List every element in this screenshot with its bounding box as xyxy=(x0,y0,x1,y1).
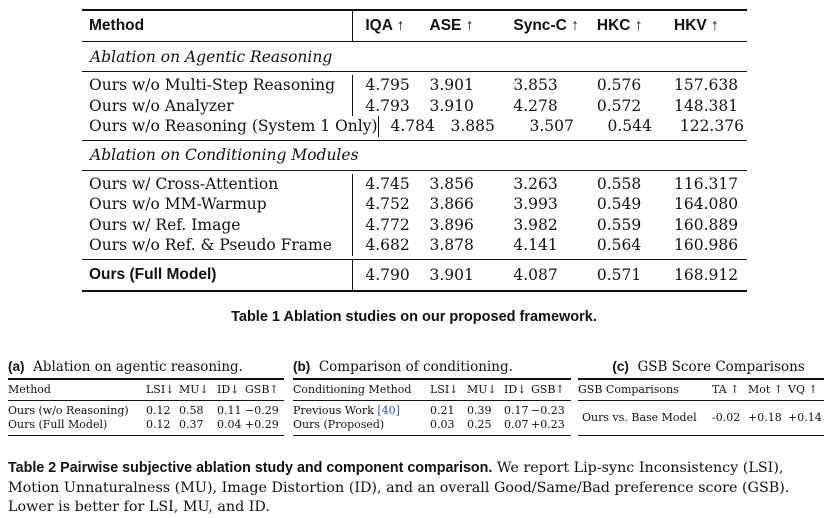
method-name: Ours w/ Ref. Image xyxy=(82,215,353,236)
hkv-value: 160.889 xyxy=(674,215,739,234)
vq-value: +0.14 xyxy=(788,411,822,424)
table-row xyxy=(293,404,571,418)
subtable-title-text: GSB Score Comparisons xyxy=(637,359,805,375)
subtable-title xyxy=(578,359,824,378)
header-mu: MU↓ xyxy=(467,383,497,396)
header-gsb: GSB↑ xyxy=(531,383,565,396)
id-value: 0.04 xyxy=(217,418,242,431)
table1-caption: Table 1 Ablation studies on our proposed framework. xyxy=(231,309,597,325)
hkc-value: 0.544 xyxy=(607,117,652,136)
table-row xyxy=(82,75,747,96)
hkc-value: 0.571 xyxy=(596,265,642,284)
table-row xyxy=(8,404,284,418)
subtable-label: (a) xyxy=(8,359,25,374)
table-row xyxy=(8,418,284,432)
comparison-name: Ours vs. Base Model xyxy=(582,411,697,424)
hkc-value: 0.572 xyxy=(596,96,642,115)
subtable-title xyxy=(293,359,571,378)
header-hkv: HKV ↑ xyxy=(674,17,719,34)
method-name: Ours w/o Ref. & Pseudo Frame xyxy=(82,235,353,256)
subtable-b xyxy=(293,359,571,436)
subtable-title-text: Ablation on agentic reasoning. xyxy=(33,359,243,375)
iqa-value: 4.795 xyxy=(365,76,410,95)
sync-c-value: 3.982 xyxy=(513,215,558,234)
mot-value: +0.18 xyxy=(748,411,782,424)
header-iqa: IQA ↑ xyxy=(365,17,405,34)
iqa-value: 4.745 xyxy=(365,174,410,193)
ase-value: 3.878 xyxy=(429,236,474,255)
sync-c-value: 3.263 xyxy=(513,174,558,193)
hkv-value: 148.381 xyxy=(674,96,739,115)
table-header-row xyxy=(578,380,824,400)
ase-value: 3.866 xyxy=(429,195,474,214)
hkv-value: 168.912 xyxy=(674,265,739,284)
table-row xyxy=(82,174,747,195)
ase-value: 3.901 xyxy=(429,265,474,284)
subtable-title xyxy=(8,359,284,378)
citation-link[interactable]: [40] xyxy=(377,404,400,417)
lsi-value: 0.12 xyxy=(146,418,171,431)
table-header-row xyxy=(82,11,747,41)
header-method: Method xyxy=(8,383,51,396)
iqa-value: 4.752 xyxy=(365,195,410,214)
method-text: Previous Work xyxy=(293,404,378,417)
iqa-value: 4.772 xyxy=(365,215,410,234)
method-name: Ours w/o Multi-Step Reasoning xyxy=(82,75,353,96)
sync-c-value: 4.278 xyxy=(513,96,558,115)
header-ta: TA ↑ xyxy=(712,383,740,396)
sync-c-value: 4.087 xyxy=(513,265,558,284)
header-conditioning-method: Conditioning Method xyxy=(293,383,412,396)
ase-value: 3.901 xyxy=(429,76,474,95)
ase-value: 3.885 xyxy=(450,117,495,136)
subtable-body xyxy=(293,401,571,435)
header-gsb-comparisons: GSB Comparisons xyxy=(578,383,679,396)
section-rows xyxy=(82,171,747,259)
iqa-value: 4.784 xyxy=(390,117,435,136)
bottom-rule xyxy=(293,435,571,437)
lsi-value: 0.03 xyxy=(430,418,455,431)
subtable-body xyxy=(8,401,284,435)
header-hkc: HKC ↑ xyxy=(596,17,643,34)
header-method: Method xyxy=(82,11,353,41)
table2-caption-bold: Table 2 Pairwise subjective ablation study and component comparison. xyxy=(8,460,493,476)
method-name: Ours (Proposed) xyxy=(293,418,385,431)
header-lsi: LSI↓ xyxy=(430,383,459,396)
subtable-title-text: Comparison of conditioning. xyxy=(318,359,513,375)
id-value: 0.07 xyxy=(504,418,529,431)
hkc-value: 0.576 xyxy=(596,76,642,95)
hkc-value: 0.559 xyxy=(596,215,642,234)
header-gsb: GSB↑ xyxy=(245,383,279,396)
section-title: Ablation on Conditioning Modules xyxy=(90,146,359,164)
sync-c-value: 3.507 xyxy=(529,117,574,136)
table-row xyxy=(82,194,747,215)
iqa-value: 4.793 xyxy=(365,96,410,115)
table-row xyxy=(293,418,571,432)
method-name xyxy=(293,404,430,417)
header-lsi: LSI↓ xyxy=(146,383,175,396)
table2-caption xyxy=(8,459,826,518)
method-name: Ours w/o Reasoning (System 1 Only) xyxy=(82,116,379,137)
method-name: Ours (Full Model) xyxy=(82,260,353,290)
gsb-value: −0.29 xyxy=(245,404,279,417)
lsi-value: 0.12 xyxy=(146,404,171,417)
mu-value: 0.25 xyxy=(467,418,492,431)
header-ase: ASE ↑ xyxy=(429,17,474,34)
gsb-value: −0.23 xyxy=(531,404,565,417)
header-id: ID↓ xyxy=(217,383,240,396)
header-mot: Mot ↑ xyxy=(748,383,784,396)
method-name: Ours (w/o Reasoning) xyxy=(8,404,129,417)
hkv-value: 157.638 xyxy=(674,76,739,95)
section-title: Ablation on Agentic Reasoning xyxy=(90,47,333,66)
hkv-value: 122.376 xyxy=(679,117,744,136)
bottom-rule xyxy=(8,435,284,437)
table-row xyxy=(82,96,747,117)
hkv-value: 160.986 xyxy=(674,236,739,255)
iqa-value: 4.790 xyxy=(365,265,410,284)
subtable-label: (b) xyxy=(293,359,311,374)
table-row xyxy=(578,404,824,432)
hkc-value: 0.564 xyxy=(596,236,642,255)
hkv-value: 116.317 xyxy=(674,174,739,193)
subtable-c xyxy=(578,359,824,436)
table-header-row xyxy=(8,380,284,400)
ase-value: 3.910 xyxy=(429,96,474,115)
full-model-row xyxy=(82,260,747,290)
mu-value: 0.39 xyxy=(467,404,492,417)
hkv-value: 164.080 xyxy=(674,195,739,214)
sync-c-value: 4.141 xyxy=(513,236,558,255)
header-mu: MU↓ xyxy=(179,383,209,396)
subtable-a xyxy=(8,359,284,436)
table-row xyxy=(82,116,747,137)
header-vq: VQ ↑ xyxy=(788,383,818,396)
table-row xyxy=(82,215,747,236)
table-row xyxy=(82,235,747,256)
subtable-body xyxy=(578,401,824,435)
subtable-label: (c) xyxy=(612,359,629,374)
table-header-row xyxy=(293,380,571,400)
method-name: Ours w/o Analyzer xyxy=(82,96,353,117)
method-name: Ours w/o MM-Warmup xyxy=(82,194,353,215)
gsb-value: +0.29 xyxy=(245,418,279,431)
ta-value: -0.02 xyxy=(712,411,741,424)
header-id: ID↓ xyxy=(504,383,527,396)
ablation-table-main xyxy=(82,9,747,292)
mu-value: 0.58 xyxy=(179,404,204,417)
sync-c-value: 3.853 xyxy=(513,76,558,95)
ase-value: 3.896 xyxy=(429,215,474,234)
id-value: 0.11 xyxy=(217,404,242,417)
lsi-value: 0.21 xyxy=(430,404,455,417)
section-rows xyxy=(82,72,747,140)
hkc-value: 0.558 xyxy=(596,174,642,193)
bottom-rule xyxy=(82,290,747,292)
id-value: 0.17 xyxy=(504,404,529,417)
method-name: Ours (Full Model) xyxy=(8,418,108,431)
table2-caption-text: We report Lip-sync Inconsistency (LSI), Motion Unnaturalness (MU), Image Distortion (ID), and an overall Good/Same/Bad preference score (GSB). Lower is better for LSI, MU, and ID. xyxy=(8,460,790,515)
ase-value: 3.856 xyxy=(429,174,474,193)
header-sync-c: Sync-C ↑ xyxy=(513,17,579,34)
hkc-value: 0.549 xyxy=(596,195,642,214)
bottom-rule xyxy=(578,435,824,437)
mu-value: 0.37 xyxy=(179,418,204,431)
method-name: Ours w/ Cross-Attention xyxy=(82,174,353,195)
gsb-value: +0.23 xyxy=(531,418,565,431)
iqa-value: 4.682 xyxy=(365,236,410,255)
sync-c-value: 3.993 xyxy=(513,195,558,214)
